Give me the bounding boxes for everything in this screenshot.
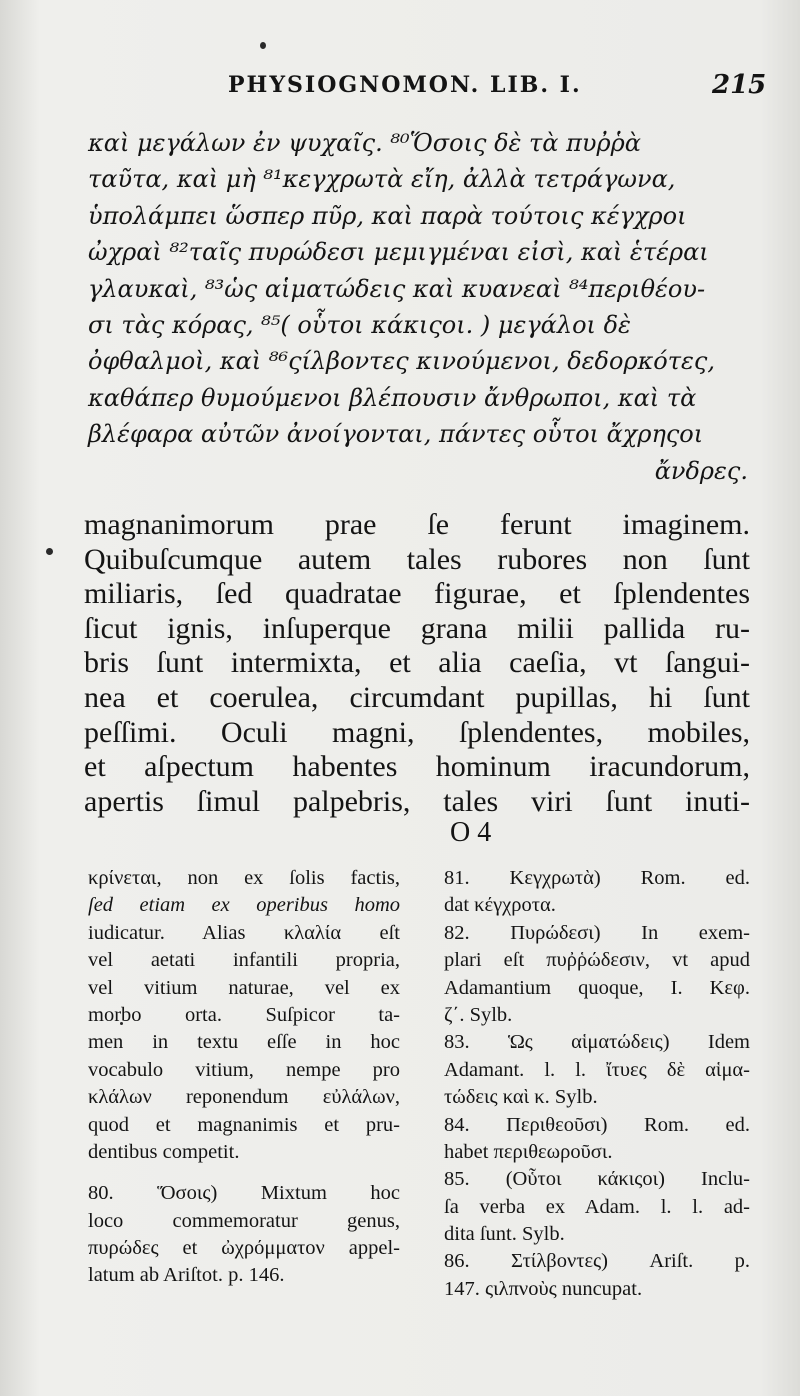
footnote-line: 85. (Οὗτοι κάκιςοι) Inclu- [444, 1168, 750, 1191]
footnote-line: πυρώδες et ὠχρόμματον appel- [88, 1237, 400, 1260]
latin-line: Quibuſcumque autem tales rubores non ſunt [84, 542, 750, 576]
footnote-line: habet περιθεωροῦσι. [444, 1140, 613, 1163]
greek-line: καὶ μεγάλων ἐν ψυχαῖς. ⁸⁰Ὅσοις δὲ τὰ πυῤῥὰ [88, 129, 641, 157]
footnote-line: Adamant. l. l. ἴτυες δὲ αἱμα- [444, 1058, 750, 1081]
latin-line: ſicut ignis, inſuperque grana milii pallida ru- [84, 611, 750, 645]
greek-line: ταῦτα, καὶ μὴ ⁸¹κεγχρωτὰ εἴη, ἀλλὰ τετράγωνα, [88, 165, 676, 194]
greek-line: καθάπερ θυμούμενοι βλέπουσιν ἄνθρωποι, καὶ τὰ [88, 383, 697, 412]
footnote-gap [88, 1166, 400, 1180]
footnote-line: κρίνεται, non ex ſolis factis, [88, 867, 400, 889]
footnote-line: 82. Πυρώδεσι) In exem- [444, 921, 750, 944]
greek-line: γλαυκαὶ, ⁸³ὡς αἱματώδεις καὶ κυανεαὶ ⁸⁴περιθέου- [88, 274, 706, 303]
footnote-line: 81. Κεγχρωτὰ) Rom. ed. [444, 867, 750, 889]
running-header [0, 72, 800, 106]
footnote-line: dentibus competit. [88, 1140, 240, 1163]
greek-line: ἄνδρες. [654, 456, 748, 485]
latin-line: miliaris, ſed quadratae figurae, et ſplendentes [84, 577, 750, 611]
latin-line: apertis ſimul palpebris, tales viri ſunt inuti- [84, 784, 750, 818]
footnote-line: morbo orta. Suſpicor ta- [88, 1003, 400, 1026]
greek-line: σι τὰς κόρας, ⁸⁵( οὗτοι κάκιςοι. ) μεγάλοι δὲ [88, 310, 631, 339]
greek-line: βλέφαρα αὐτῶν ἀνοίγονται, πάντες οὗτοι ἄχρηςοι [88, 420, 704, 449]
footnote-line: dita ſunt. Sylb. [444, 1223, 565, 1246]
footnote-line: 83. Ὡς αἱματώδεις) Idem [444, 1031, 750, 1054]
latin-translation-block [84, 508, 750, 819]
footnote-line: ſa verba ex Adam. l. l. ad- [444, 1195, 750, 1218]
footnote-line: vocabulo vitium, nempe pro [88, 1058, 400, 1081]
footnote-line: latum ab Ariſtot. p. 146. [88, 1264, 285, 1287]
footnote-line: plari eſt πυῤῥώδεσιν, vt apud [444, 949, 750, 972]
footnote-line: ζ΄. Sylb. [444, 1003, 513, 1026]
footnotes-right-column [444, 865, 750, 1303]
greek-text-block [88, 125, 748, 489]
latin-line: nea et coerulea, circumdant pupillas, hi ſunt [84, 680, 750, 714]
footnote-line: τώδεις καὶ κ. Sylb. [444, 1086, 598, 1109]
latin-line: peſſimi. Oculi magni, ſplendentes, mobiles, [84, 715, 750, 749]
ink-speck [46, 548, 53, 555]
footnote-line: iudicatur. Alias κλαλία eſt [88, 921, 400, 944]
footnote-line: 84. Περιθεοῦσι) Rom. ed. [444, 1113, 750, 1136]
footnote-line: 80. Ὅσοις) Mixtum hoc [88, 1182, 400, 1205]
footnote-line: men in textu eſſe in hoc [88, 1031, 400, 1054]
latin-line: magnanimorum prae ſe ferunt imaginem. [84, 508, 750, 541]
footnote-line: vel vitium naturae, vel ex [88, 976, 400, 999]
page-number: 215 [712, 70, 767, 100]
footnote-line: quod et magnanimis et pru- [88, 1113, 400, 1136]
footnote-line: dat κέγχροτα. [444, 894, 556, 917]
footnote-line: ſed etiam ex operibus homo [88, 894, 400, 917]
signature-mark: O 4 [450, 817, 492, 848]
latin-line: bris ſunt intermixta, et alia caeſia, vt ſangui- [84, 646, 750, 680]
footnotes-left-column [88, 865, 400, 1290]
footnote-line: κλάλων reponendum εὐλάλων, [88, 1086, 400, 1109]
greek-line: ὀφθαλμοὶ, καὶ ⁸⁶ςίλβοντες κινούμενοι, δεδορκότες, [88, 347, 715, 376]
greek-line: ὠχραὶ ⁸²ταῖς πυρώδεσι μεμιγμέναι εἰσὶ, καὶ ἑτέραι [88, 238, 709, 267]
latin-line: et aſpectum habentes hominum iracundorum, [84, 750, 750, 784]
footnote-line: 147. ςιλπνοὺς nuncupat. [444, 1277, 643, 1300]
running-title: PHYSIOGNOMON. LIB. I. [228, 72, 582, 98]
footnote-line: 86. Στίλβοντες) Ariſt. p. [444, 1250, 750, 1273]
ink-speck [260, 42, 266, 49]
footnote-line: loco commemoratur genus, [88, 1209, 400, 1232]
footnote-line: vel aetati infantili propria, [88, 949, 400, 972]
footnote-line: Adamantium quoque, I. Κεφ. [444, 976, 750, 999]
greek-line: ὑπολάμπει ὥσπερ πῦρ, καὶ παρὰ τούτοις κέγχροι [88, 201, 687, 230]
